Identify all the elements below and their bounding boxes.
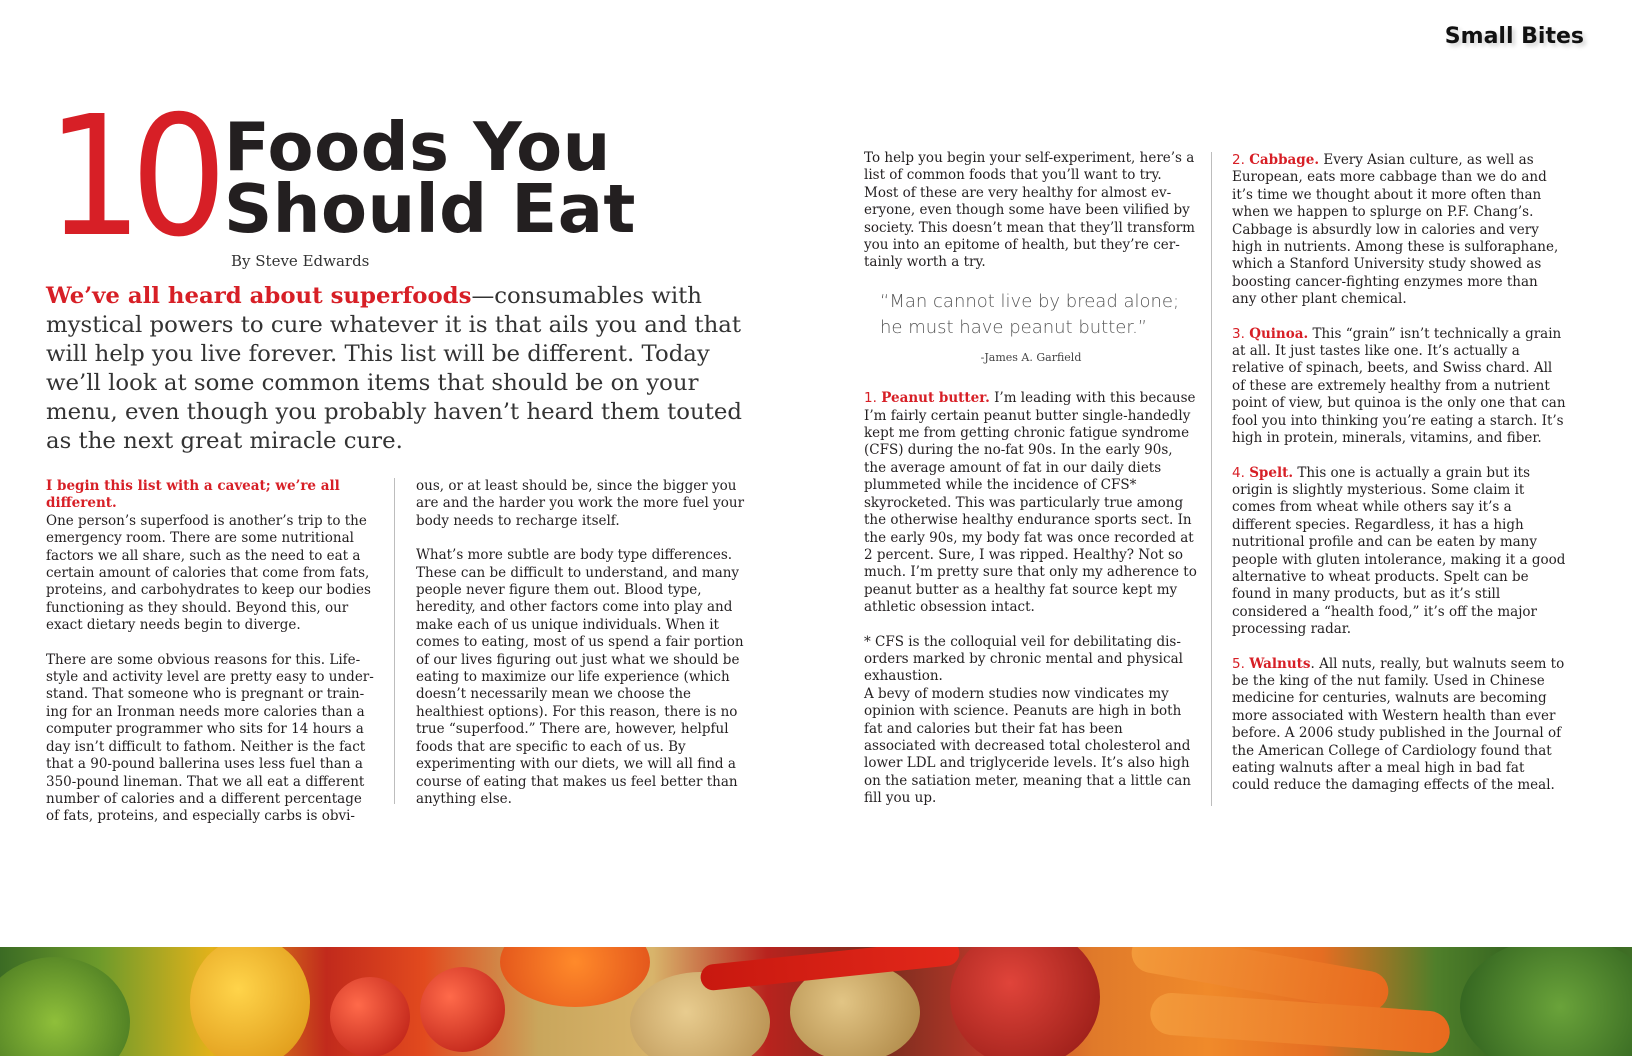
tomato-shape [330, 977, 410, 1056]
item-number: 1. [864, 390, 877, 407]
body-column-4 [1232, 152, 1566, 812]
item-number: 4. [1232, 464, 1245, 481]
title-number: 10 [46, 81, 215, 274]
item-text: I’m leading with this because I’m fairly certain peanut butter single-handedly kept me from getting chronic fatigue syndrome (CFS) during the no-fat 90s. In the early 90s, the average amount of fat in our daily diets plummeted while the incidence of CFS* skyrocketed. This was particularly true among the otherwise healthy endurance sports sect. In the early 90s, my body fat was once recorded at 2 percent. Sure, I was ripped. Healthy? Not so much. I’m pretty sure that only my adherence to peanut butter as a healthy fat source kept my athletic obsession intact. [864, 390, 1197, 616]
paragraph: ous, or at least should be, since the bigger you are and the harder you work the more fuel your body needs to recharge itself. [416, 478, 745, 529]
list-item [1232, 465, 1566, 639]
lede-paragraph [46, 282, 746, 456]
pepper-shape [500, 947, 650, 1007]
title-line-2: Should Eat [224, 170, 636, 248]
tomato-shape [420, 967, 505, 1052]
pull-quote-line-2: he must have peanut butter.” [880, 316, 1148, 338]
page-title [224, 108, 636, 248]
broccoli-shape [0, 957, 130, 1056]
item-name: Walnuts [1249, 655, 1311, 672]
item-name: Peanut butter. [881, 390, 990, 407]
paragraph: There are some obvious reasons for this. Lifestyle and activity level are pretty easy to understand. That someone who is pregnant or training for an Ironman needs more calories than a computer programmer who sits for 14 hours a day isn’t difficult to fathom. Neither is the fact that a 90-pound ballerina uses less fuel than a 350-pound lineman. That we all eat a different number of calories and a different percentage of fats, proteins, and especially carbs is obvi- [46, 651, 374, 825]
item-text: Every Asian culture, as well as European, eats more cabbage than we do and it’s time we thought about it more often than when we happen to splurge on P.F. Chang’s. Cabbage is absurdly low in calories and very high in nutrients. Among these is sulforaphane, which a Stanford University study showed as boosting cancer-fighting enzymes more than any other plant chemical. [1232, 152, 1559, 308]
pomegranate-shape [950, 947, 1100, 1056]
item-number: 2. [1232, 152, 1245, 168]
footnote: * CFS is the colloquial veil for debilitating disorders marked by chronic mental and physical exhaustion. [864, 633, 1183, 685]
squash-shape [190, 947, 310, 1056]
item-text: . All nuts, really, but walnuts seem to be the king of the nut family. Used in Chinese medicine for centuries, walnuts are becoming more associated with Western health than ever before. A 2006 study published in the Journal of the American College of Cardiology found that eating walnuts after a meal high in bad fat could reduce the damaging effects of the meal. [1232, 655, 1565, 794]
paragraph [46, 478, 376, 635]
item-name: Spelt. [1249, 464, 1294, 481]
pull-quote [880, 289, 1198, 341]
list-item [1232, 656, 1566, 795]
list-item [1232, 326, 1566, 448]
paragraph: To help you begin your self-experiment, here’s a list of common foods that you’ll want to try. Most of these are very healthy for almost everyone, even though some have been vilified by society. This doesn’t mean that they’ll transform you into an epitome of health, but they’re certainly worth a try. [864, 150, 1195, 271]
item-name: Cabbage. [1249, 152, 1320, 168]
item-number: 3. [1232, 325, 1245, 342]
item-number: 5. [1232, 655, 1245, 672]
list-item [864, 390, 1198, 616]
list-item [1232, 152, 1566, 309]
body-column-1 [46, 478, 376, 843]
section-tag: Small Bites [1444, 24, 1584, 49]
lede-highlight: We’ve all heard about superfoods [46, 283, 472, 309]
vegetable-photo-strip [0, 947, 1632, 1056]
pull-quote-attribution: -James A. Garfield [980, 350, 1082, 364]
item-text: This “grain” isn’t technically a grain at all. It just tastes like one. It’s actually a relative of spinach, beets, and Swiss chard. All of these are extremely healthy from a nutrient point of view, but quinoa is the only one that can fool you into thinking you’re eating a starch. It’s high in protein, minerals, vitamins, and fiber. [1232, 325, 1566, 447]
lede-text: —consumables with mystical powers to cure whatever it is that ails you and that will help you live forever. This list will be different. Today we’ll look at some common items that should be on your menu, even though you probably haven’t heard them touted as the next great miracle cure. [46, 283, 742, 454]
title-line-1: Foods You [224, 108, 611, 186]
paragraph-lead: I begin this list with a caveat; we’re all different. [46, 478, 340, 512]
paragraph-text: One person’s superfood is another’s trip to the emergency room. There are some nutritional factors we all share, such as the need to eat a certain amount of calories that come from fats, proteins, and carbohydrates to keep our bodies functioning as they should. Beyond this, our exact dietary needs begin to diverge. [46, 512, 371, 634]
column-divider [394, 478, 395, 804]
carrot-shape [1149, 992, 1451, 1055]
item-text: This one is actually a grain but its origin is slightly mysterious. Some claim it comes from wheat while others say it’s a different species. Regardless, it has a high nutritional profile and can be eaten by many people with gluten intolerance, making it a good alternative to wheat products. Spelt can be found in many products, but as it’s still considered a “health food,” it’s off the major processing radar. [1232, 464, 1566, 638]
body-column-3 [864, 150, 1198, 825]
lettuce-shape [1460, 947, 1632, 1056]
byline: By Steve Edwards [231, 252, 370, 270]
pull-quote-line-1: “Man cannot live by bread alone; [880, 290, 1180, 312]
title-block [46, 81, 766, 274]
item-name: Quinoa. [1249, 325, 1309, 342]
column-divider [1211, 152, 1212, 806]
body-column-2 [416, 478, 746, 825]
paragraph: A bevy of modern studies now vindicates my opinion with science. Peanuts are high in both fat and calories but their fat has been associated with decreased total cholesterol and lower LDL and triglyceride levels. It’s also high on the satiation meter, meaning that a little can fill you up. [864, 685, 1191, 807]
paragraph: What’s more subtle are body type differences. These can be difficult to understand, and many people never figure them out. Blood type, heredity, and other factors come into play and make each of us unique individuals. When it comes to eating, most of us spend a fair portion of our lives figuring out just what we should be eating to maximize our life experience (which doesn’t necessarily mean we choose the healthiest options). For this reason, there is no true “superfood.” There are, however, helpful foods that are specific to each of us. By experimenting with our diets, we will all find a course of eating that makes us feel better than anything else. [416, 547, 744, 807]
